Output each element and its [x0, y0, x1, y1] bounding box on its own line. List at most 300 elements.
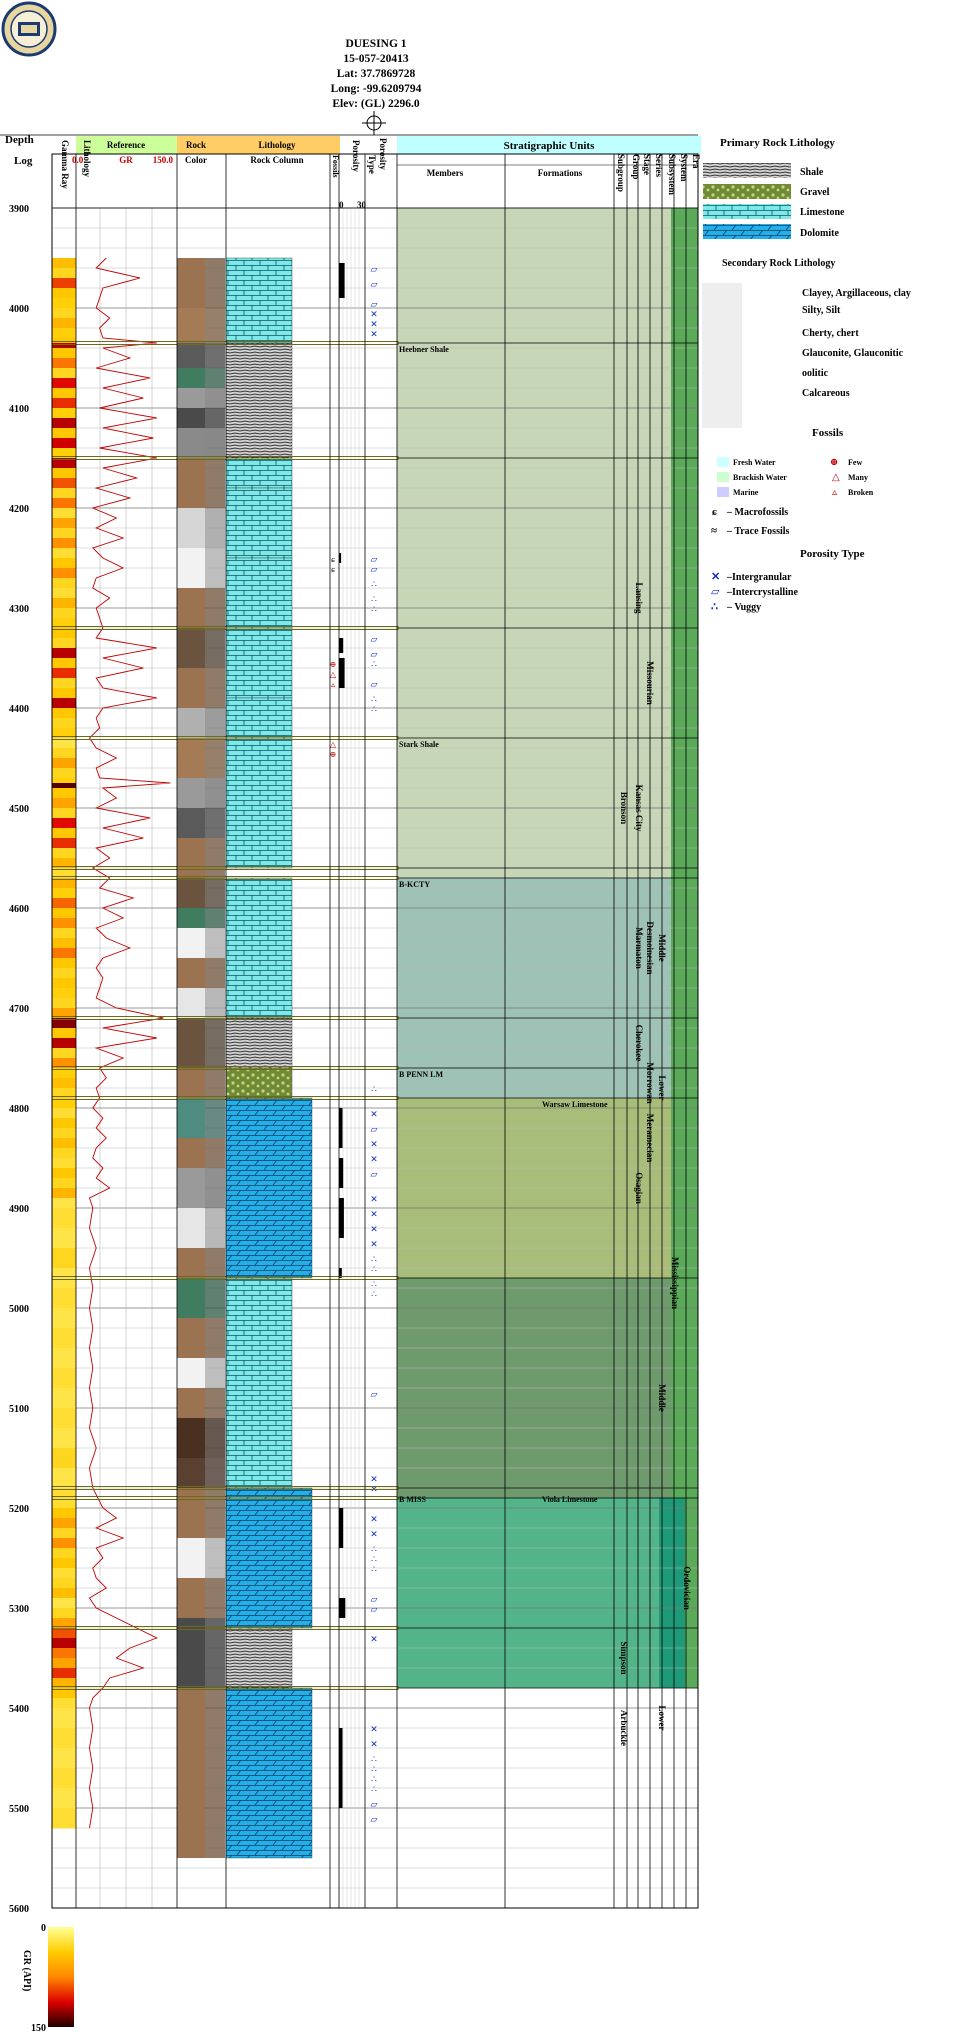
rock-color-shade	[205, 508, 225, 548]
svg-text:GR (API): GR (API)	[21, 1950, 32, 1992]
porosity-type-intercrystalline: ▱	[370, 1814, 378, 1824]
rock-color-shade	[205, 1208, 225, 1248]
gamma-color-cell	[52, 278, 76, 289]
rock-color-shade	[205, 1138, 225, 1168]
porosity-bar	[339, 1158, 343, 1188]
legend-gravel-swatch	[703, 184, 791, 199]
gamma-color-cell	[52, 568, 76, 579]
gamma-color-cell	[52, 1548, 76, 1559]
gamma-color-cell	[52, 528, 76, 539]
porosity-type-vuggy: ∴	[371, 694, 377, 704]
rock-color-cell	[177, 1018, 205, 1068]
gamma-color-cell	[52, 548, 76, 559]
legend-secondary-title: Secondary Rock Lithology	[722, 258, 836, 269]
rock-color-cell	[177, 1458, 205, 1488]
rock-color-shade	[205, 458, 225, 508]
hier-header-label: Series	[654, 154, 664, 177]
rock-column-title: Rock Column	[250, 155, 304, 165]
intercrystalline-icon: ▱	[711, 586, 720, 598]
gamma-color-cell	[52, 1248, 76, 1269]
rock-color-shade	[205, 408, 225, 428]
gamma-color-cell	[52, 638, 76, 649]
rock-color-shade	[205, 808, 225, 838]
rock-color-cell	[177, 1618, 205, 1688]
legend-glauconite: Glauconite, Glauconitic	[802, 348, 904, 359]
porosity-type-intergranular: ✕	[370, 1154, 378, 1164]
gamma-color-cell	[52, 488, 76, 499]
lithology-limestone	[226, 458, 292, 488]
gamma-color-cell	[52, 1538, 76, 1549]
rock-color-cell	[177, 1068, 205, 1098]
strat-band	[397, 208, 698, 878]
gamma-color-cell	[52, 348, 76, 359]
porosity-type-intergranular: ✕	[370, 1724, 378, 1734]
hier-unit-label: Bronson	[619, 791, 629, 825]
porosity-type-vuggy: ∴	[371, 1774, 377, 1784]
hier-unit-label: Meramecian	[645, 1113, 655, 1163]
gamma-color-cell	[52, 298, 76, 309]
porosity-type-intergranular: ✕	[370, 1194, 378, 1204]
porosity-type-intergranular: ✕	[370, 1239, 378, 1249]
vuggy-icon: ∴	[711, 601, 718, 613]
log-title: Log	[14, 155, 33, 167]
porosity-type-intercrystalline: ▱	[370, 634, 378, 644]
lithology-limestone	[226, 738, 292, 868]
well-name: DUESING 1	[345, 38, 407, 50]
compass-icon	[362, 111, 386, 135]
legend-many: Many	[848, 473, 868, 482]
gamma-color-cell	[52, 1348, 76, 1369]
depth-tick-label: 5600	[9, 1904, 29, 1915]
lithology-dolomite	[226, 1688, 312, 1858]
lithology-title: Lithology	[258, 140, 296, 150]
hier-header-label: Era	[691, 154, 701, 169]
latitude: Lat: 37.7869728	[336, 68, 416, 80]
formations-title: Formations	[537, 168, 583, 178]
gamma-color-cell	[52, 1108, 76, 1119]
rock-color-cell	[177, 908, 205, 928]
legend-trace-fossils: – Trace Fossils	[727, 526, 790, 537]
fossil-few: ⊕	[329, 660, 337, 669]
gamma-color-cell	[52, 1598, 76, 1609]
legend-many-icon: △	[832, 472, 840, 483]
gamma-color-cell	[52, 658, 76, 669]
gamma-color-cell	[52, 1658, 76, 1669]
porosity-type-vuggy: ∴	[371, 1554, 377, 1564]
depth-tick-label: 4100	[9, 404, 29, 415]
lithology-shale	[226, 1628, 292, 1688]
porosity-type-intergranular: ✕	[370, 1484, 378, 1494]
gamma-color-cell	[52, 768, 76, 779]
kgs-seal-logo	[3, 3, 55, 55]
legend-oolitic: oolitic	[802, 368, 829, 379]
gamma-color-cell	[52, 1208, 76, 1229]
rock-color-cell	[177, 368, 205, 388]
porosity-type-intergranular: ✕	[370, 329, 378, 339]
porosity-type-intergranular: ✕	[370, 1209, 378, 1219]
porosity-type-vuggy: ∴	[371, 604, 377, 614]
porosity-bar	[339, 1598, 345, 1618]
svg-text:Type: Type	[367, 155, 377, 174]
porosity-type-intercrystalline: ▱	[370, 554, 378, 564]
lithology-limestone	[226, 488, 292, 558]
porosity-bar	[339, 1108, 343, 1148]
gamma-color-cell	[52, 788, 76, 799]
legend-vuggy: – Vuggy	[727, 602, 762, 613]
reference-title: Reference	[106, 140, 146, 150]
depth-tick-label: 5200	[9, 1504, 29, 1515]
legend-limestone: Limestone	[800, 207, 845, 218]
legend-limestone-swatch	[703, 204, 791, 219]
porosity-type-vuggy: ∴	[371, 1764, 377, 1774]
rock-color-cell	[177, 1578, 205, 1618]
gamma-color-cell	[52, 408, 76, 419]
lithology-vertical-title	[82, 140, 92, 178]
hier-unit-label: Cherokee	[634, 1024, 644, 1062]
ordovician-band	[659, 1498, 685, 1688]
porosity-type-vuggy: ∴	[371, 1289, 377, 1299]
svg-text:Gamma Ray: Gamma Ray	[60, 140, 70, 189]
fossil-macro: ɕ	[331, 565, 335, 574]
rock-color-cell	[177, 628, 205, 668]
rock-color-cell	[177, 1388, 205, 1418]
formation-label: Viola Limestone	[542, 1495, 598, 1504]
gamma-color-cell	[52, 1028, 76, 1039]
porosity-type-vuggy: ∴	[371, 704, 377, 714]
depth-tick-label: 4800	[9, 1104, 29, 1115]
elevation: Elev: (GL) 2296.0	[332, 98, 420, 110]
legend-broken-icon: ▵	[832, 487, 838, 498]
porosity-bar	[339, 1508, 343, 1548]
legend-brackish-water: Brackish Water	[733, 473, 787, 482]
depth-tick-label: 5000	[9, 1304, 29, 1315]
depth-tick-label: 4700	[9, 1004, 29, 1015]
legend-broken: Broken	[848, 488, 874, 497]
legend-macrofossils: – Macrofossils	[727, 507, 789, 518]
gamma-color-cell	[52, 1368, 76, 1389]
rock-color-shade	[205, 778, 225, 808]
porosity-type-vuggy: ∴	[371, 659, 377, 669]
gamma-color-cell	[52, 1558, 76, 1569]
gamma-color-cell	[52, 688, 76, 699]
porosity-bar	[339, 263, 345, 298]
legend-dolomite-swatch	[703, 224, 791, 239]
gamma-color-cell	[52, 778, 76, 784]
rock-color-cell	[177, 738, 205, 778]
gamma-color-cell	[52, 438, 76, 449]
rock-color-cell	[177, 428, 205, 458]
gamma-color-cell	[52, 1178, 76, 1189]
gamma-color-cell	[52, 388, 76, 399]
porosity-min: 0	[339, 200, 344, 210]
depth-tick-label: 4200	[9, 504, 29, 515]
rock-color-shade	[205, 1098, 225, 1138]
rock-color-shade	[205, 738, 225, 778]
rock-color-cell	[177, 1688, 205, 1858]
porosity-type-intercrystalline: ▱	[370, 279, 378, 289]
lithology-limestone	[226, 1278, 292, 1488]
gamma-color-cell	[52, 978, 76, 989]
porosity-type-intercrystalline: ▱	[370, 1389, 378, 1399]
gamma-color-cell	[52, 508, 76, 519]
rock-color-shade	[205, 708, 225, 738]
gamma-color-cell	[52, 398, 76, 409]
rock-color-cell	[177, 1098, 205, 1138]
legend-secondary-swatches	[702, 283, 742, 428]
porosity-type-intercrystalline: ▱	[370, 1594, 378, 1604]
intergranular-icon: ✕	[711, 571, 721, 583]
gamma-color-cell	[52, 1808, 76, 1829]
gamma-color-cell	[52, 808, 76, 819]
hier-unit-label: Osagian	[634, 1172, 644, 1204]
rock-color-cell	[177, 508, 205, 548]
rock-color-cell	[177, 1358, 205, 1388]
gamma-color-cell	[52, 1148, 76, 1159]
porosity-type-vuggy: ∴	[371, 594, 377, 604]
porosity-type-intergranular: ✕	[370, 1634, 378, 1644]
porosity-bar	[339, 638, 343, 653]
rock-color-cell	[177, 308, 205, 343]
gamma-color-cell	[52, 378, 76, 389]
porosity-type-intercrystalline: ▱	[370, 264, 378, 274]
gamma-color-cell	[52, 678, 76, 689]
gamma-color-cell	[52, 838, 76, 849]
hier-header-label: Stage	[642, 154, 652, 175]
gamma-color-cell	[52, 698, 76, 709]
rock-color-cell	[177, 988, 205, 1018]
longitude: Long: -99.6209794	[330, 83, 422, 95]
gamma-color-cell	[52, 1528, 76, 1539]
depth-tick-label: 4400	[9, 704, 29, 715]
gamma-color-cell	[52, 1768, 76, 1789]
gamma-color-cell	[52, 558, 76, 569]
rock-color-shade	[205, 548, 225, 588]
hier-unit-label: Ordovician	[682, 1566, 692, 1610]
gamma-color-cell	[52, 1518, 76, 1529]
rock-color-shade	[205, 1248, 225, 1278]
trace-fossil-icon: ≈	[711, 525, 718, 537]
rock-color-shade	[205, 908, 225, 928]
rock-color-shade	[205, 1488, 225, 1538]
porosity-bar	[339, 1198, 344, 1238]
depth-tick-label: 3900	[9, 204, 29, 215]
gamma-color-cell	[52, 1038, 76, 1049]
porosity-type-intercrystalline: ▱	[370, 1169, 378, 1179]
porosity-type-vuggy: ∴	[371, 1784, 377, 1794]
gamma-color-cell	[52, 1588, 76, 1599]
rock-color-cell	[177, 878, 205, 908]
gamma-color-cell	[52, 1428, 76, 1449]
gamma-color-cell	[52, 1168, 76, 1179]
gamma-color-cell	[52, 343, 76, 349]
hier-unit-label: Arbuckle	[619, 1710, 629, 1746]
gamma-color-cell	[52, 918, 76, 929]
hier-header-label: Subgroup	[616, 154, 626, 192]
rock-color-cell	[177, 838, 205, 878]
rock-color-shade	[205, 308, 225, 343]
porosity-type-vuggy: ∴	[371, 1544, 377, 1554]
rock-color-shade	[205, 258, 225, 308]
gamma-color-cell	[52, 988, 76, 999]
gamma-color-cell	[52, 358, 76, 369]
gamma-color-cell	[52, 1668, 76, 1679]
fossil-broken: ▵	[330, 680, 336, 689]
rock-color-shade	[205, 878, 225, 908]
legend-fresh-water: Fresh Water	[733, 458, 776, 467]
gamma-color-cell	[52, 1578, 76, 1589]
gamma-color-cell	[52, 828, 76, 839]
gamma-color-cell	[52, 938, 76, 949]
strat-band	[397, 1498, 698, 1688]
rock-color-shade	[205, 1388, 225, 1418]
depth-tick-label: 5400	[9, 1704, 29, 1715]
rock-color-shade	[205, 928, 225, 958]
rock-color-cell	[177, 1418, 205, 1458]
depth-tick-label: 4900	[9, 1204, 29, 1215]
legend-shale: Shale	[800, 167, 824, 178]
gr-color-scale	[48, 1927, 74, 2027]
hier-header-label: System	[679, 154, 689, 182]
porosity-title	[351, 140, 361, 172]
gamma-color-cell	[52, 1788, 76, 1809]
gamma-color-cell	[52, 1568, 76, 1579]
gamma-color-cell	[52, 798, 76, 809]
gamma-color-cell	[52, 1048, 76, 1059]
gamma-color-cell	[52, 1698, 76, 1709]
hier-unit-label: Lansing	[634, 582, 644, 614]
rock-color-cell	[177, 958, 205, 988]
legend-clayey: Clayey, Argillaceous, clay	[802, 288, 911, 299]
rock-color-cell	[177, 1248, 205, 1278]
depth-tick-label: 4300	[9, 604, 29, 615]
rock-color-shade	[205, 988, 225, 1018]
porosity-bar	[339, 658, 345, 688]
hier-unit-label: Lower	[657, 1705, 667, 1731]
gamma-color-cell	[52, 1448, 76, 1469]
gamma-color-cell	[52, 708, 76, 719]
gamma-color-cell	[52, 288, 76, 299]
rock-color-shade	[205, 1578, 225, 1618]
rock-color-cell	[177, 388, 205, 408]
rock-color-shade	[205, 1168, 225, 1208]
legend-fresh-water-swatch	[717, 457, 729, 467]
rock-color-cell	[177, 458, 205, 508]
rock-color-cell	[177, 1538, 205, 1578]
rock-color-cell	[177, 668, 205, 708]
gamma-color-cell	[52, 518, 76, 529]
gamma-color-cell	[52, 1118, 76, 1129]
gamma-color-cell	[52, 478, 76, 489]
hier-unit-label: Middle	[657, 934, 667, 962]
rock-color-shade	[205, 1688, 225, 1858]
fossil-many: △	[329, 740, 337, 749]
gamma-color-cell	[52, 908, 76, 919]
legend-gravel: Gravel	[800, 187, 830, 198]
rock-color-shade	[205, 1418, 225, 1458]
gamma-color-cell	[52, 1488, 76, 1509]
rock-color-cell	[177, 1278, 205, 1318]
hier-header-label: Subsystem	[667, 154, 677, 196]
gamma-color-cell	[52, 1388, 76, 1409]
porosity-type-vuggy: ∴	[371, 579, 377, 589]
fossil-few: ⊕	[329, 750, 337, 759]
rock-color-cell	[177, 588, 205, 628]
porosity-type-intergranular: ✕	[370, 1224, 378, 1234]
rock-color-cell	[177, 928, 205, 958]
hier-unit-label: Missourian	[645, 661, 655, 705]
porosity-type-vuggy: ∴	[371, 1279, 377, 1289]
lithology-limestone	[226, 628, 292, 698]
gamma-color-cell	[52, 328, 76, 339]
api-number: 15-057-20413	[343, 53, 409, 65]
hier-unit-label: Desmoinesian	[645, 921, 655, 975]
rock-color-cell	[177, 778, 205, 808]
gamma-color-cell	[52, 1708, 76, 1729]
porosity-type-intercrystalline: ▱	[370, 299, 378, 309]
gamma-color-cell	[52, 948, 76, 959]
member-label: B MISS	[399, 1495, 426, 1504]
gamma-color-cell	[52, 538, 76, 549]
gamma-color-cell	[52, 1228, 76, 1249]
gr-max: 150.0	[152, 155, 173, 165]
gr-min: 0.0	[72, 155, 84, 165]
porosity-type-vuggy: ∴	[371, 1264, 377, 1274]
rock-title: Rock	[186, 140, 206, 150]
gamma-color-cell	[52, 1078, 76, 1089]
gamma-color-cell	[52, 1198, 76, 1209]
gamma-color-cell	[52, 848, 76, 859]
gamma-color-cell	[52, 758, 76, 769]
gamma-color-cell	[52, 968, 76, 979]
gamma-color-cell	[52, 928, 76, 939]
legend-few-icon: ⊕	[830, 457, 839, 468]
legend-shale-swatch	[703, 163, 791, 178]
rock-color-cell	[177, 1168, 205, 1208]
legend-marine-swatch	[717, 487, 729, 497]
hier-unit-label: Kansas City	[634, 784, 644, 832]
gamma-color-cell	[52, 608, 76, 619]
hier-unit-label: Marmaton	[634, 927, 644, 969]
scale-max: 150	[31, 2023, 46, 2034]
gamma-color-cell	[52, 1728, 76, 1749]
legend-fossils-title: Fossils	[812, 427, 844, 439]
porosity-type-intergranular: ✕	[370, 1474, 378, 1484]
svg-text:Porosity: Porosity	[351, 140, 361, 172]
gamma-color-cell	[52, 338, 76, 344]
porosity-type-vuggy: ∴	[371, 1084, 377, 1094]
color-title: Color	[185, 155, 207, 165]
gr-curve-line	[90, 258, 171, 1828]
depth-tick-label: 4000	[9, 304, 29, 315]
porosity-type-intercrystalline: ▱	[370, 1124, 378, 1134]
depth-tick-label: 5100	[9, 1404, 29, 1415]
legend-brackish-swatch	[717, 472, 729, 482]
rock-color-shade	[205, 1358, 225, 1388]
members-title: Members	[426, 168, 464, 178]
porosity-type-intergranular: ✕	[370, 1739, 378, 1749]
rock-color-cell	[177, 1318, 205, 1358]
rock-color-shade	[205, 343, 225, 368]
porosity-type-vuggy: ∴	[371, 1564, 377, 1574]
hier-unit-label: Simpson	[619, 1641, 629, 1675]
gamma-color-cell	[52, 1468, 76, 1489]
legend-marine: Marine	[733, 488, 759, 497]
porosity-type-intergranular: ✕	[370, 319, 378, 329]
porosity-bar	[339, 1728, 343, 1808]
gamma-color-cell	[52, 1158, 76, 1169]
rock-color-cell	[177, 408, 205, 428]
member-label: B PENN LM	[399, 1070, 443, 1079]
